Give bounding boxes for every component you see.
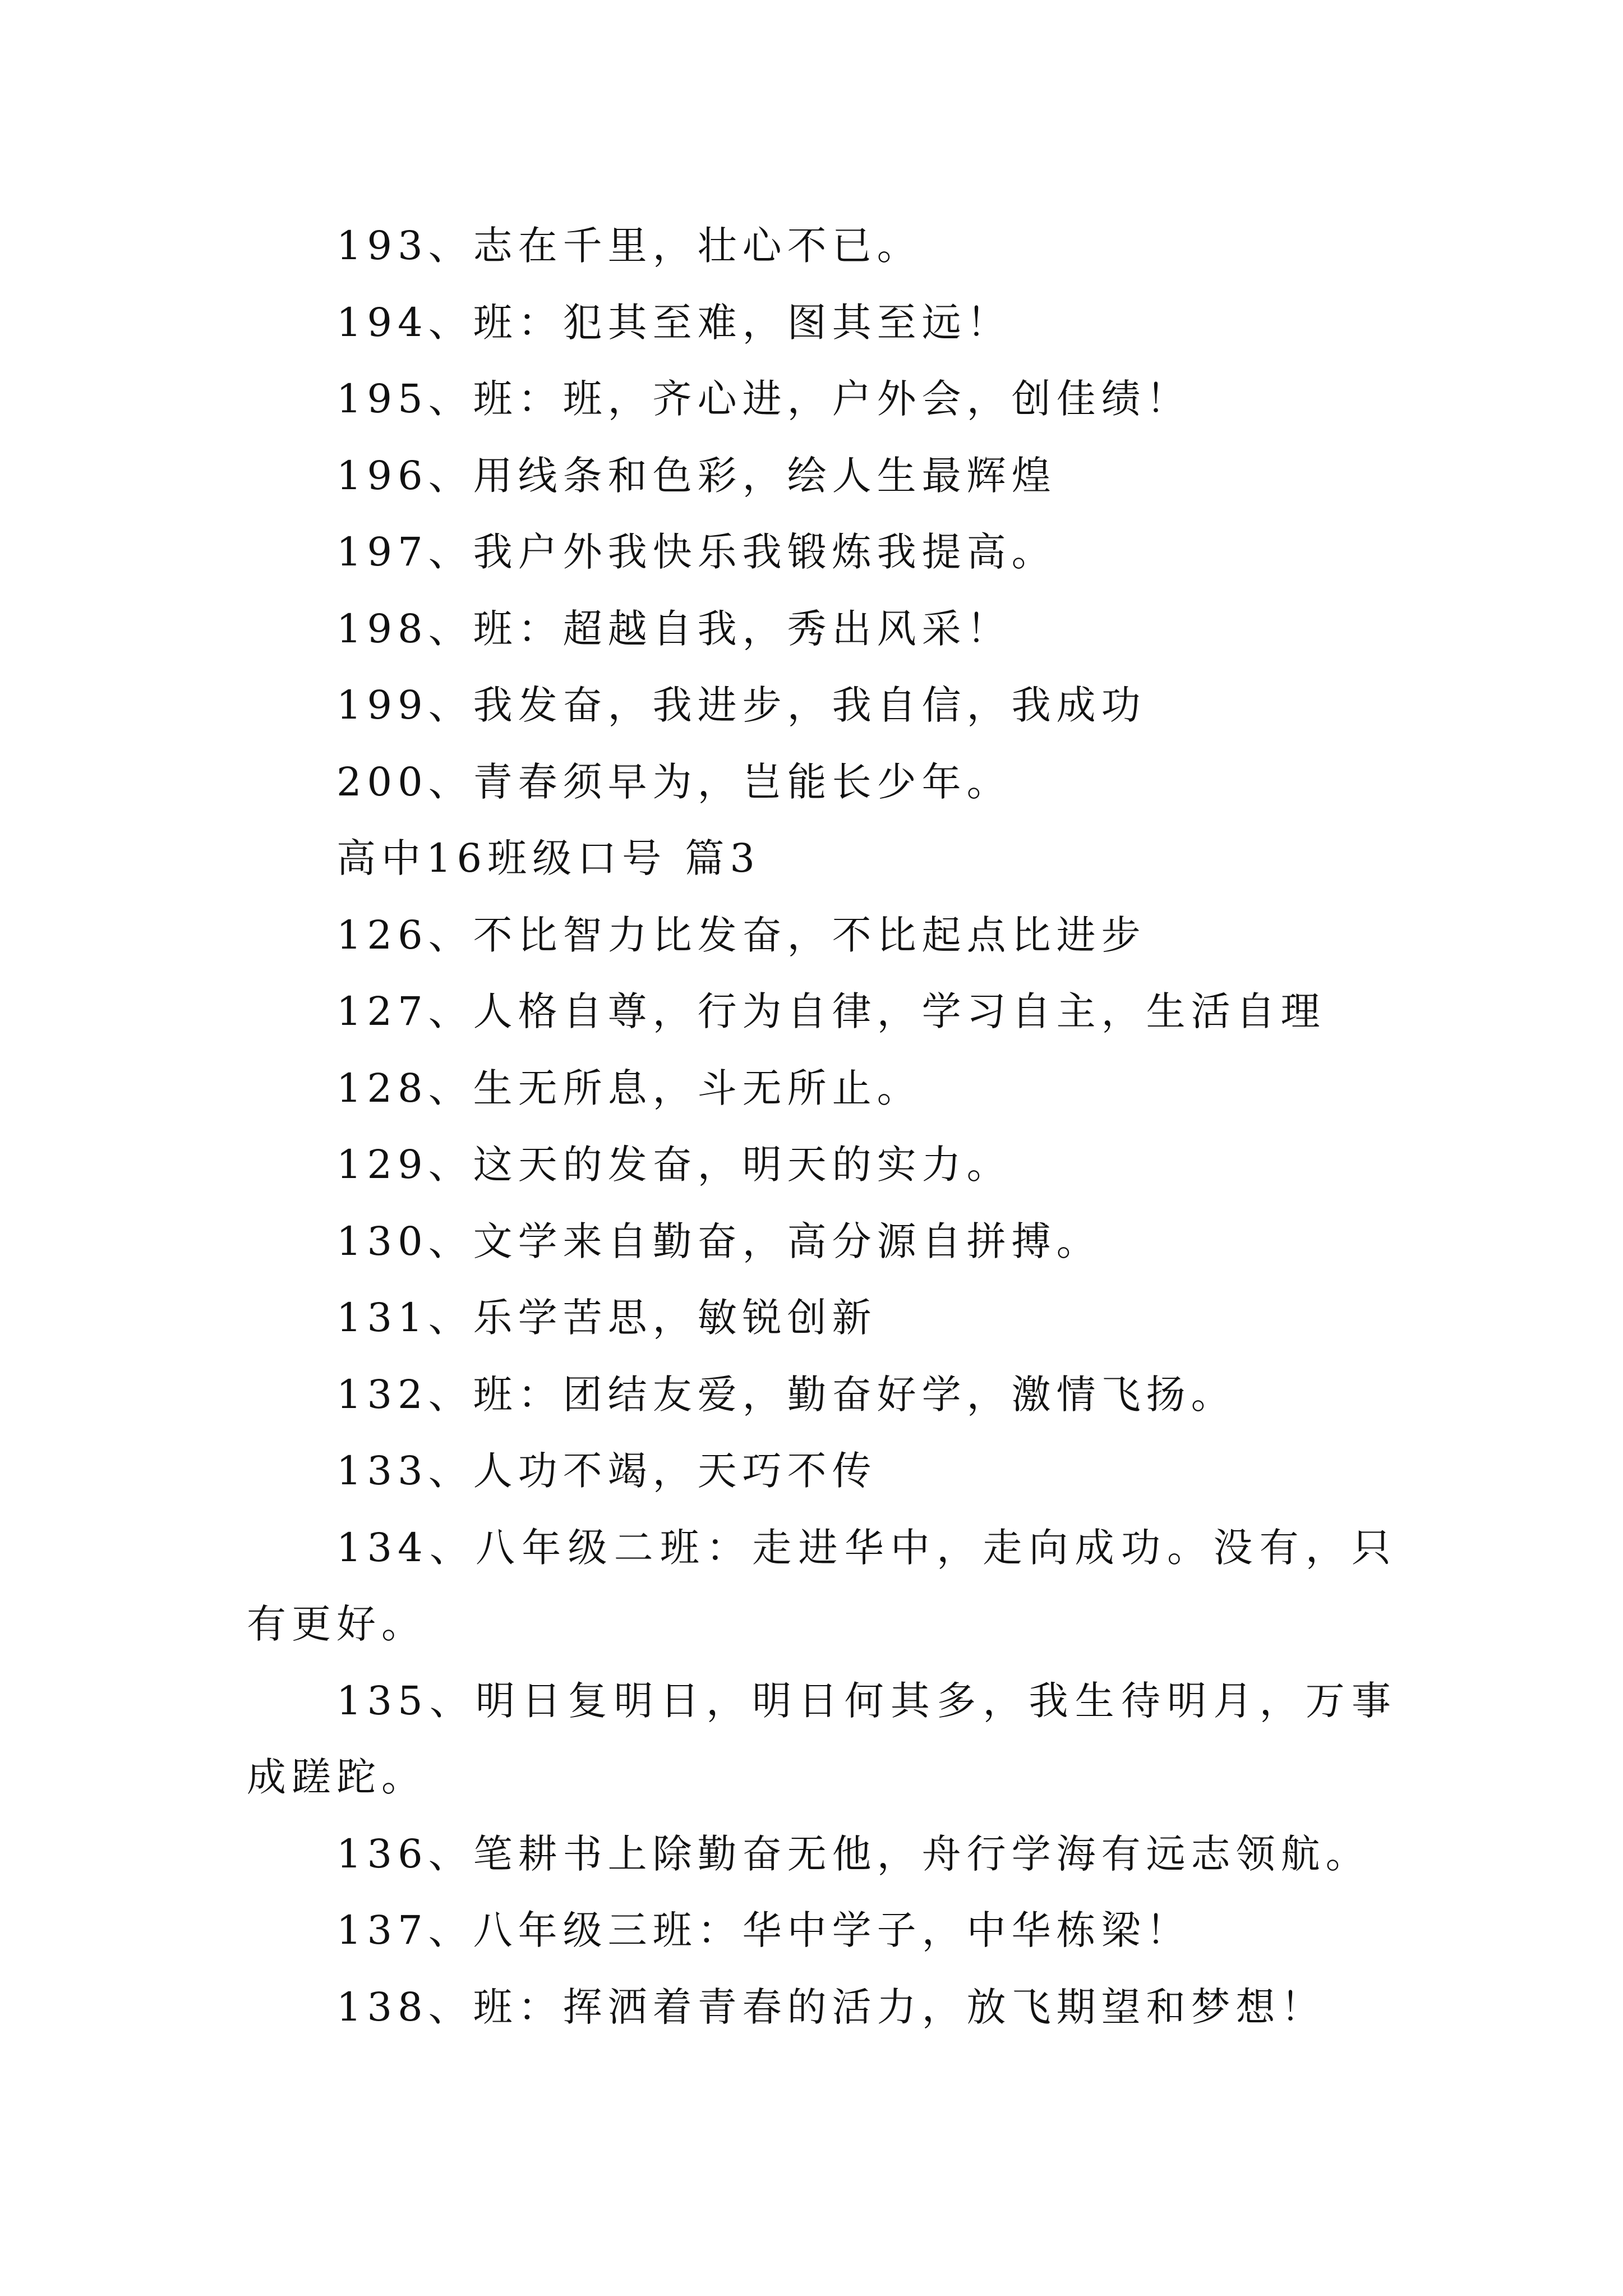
slogan-line-128: 128、生无所息，斗无所止。: [336, 1065, 922, 1111]
section-heading: 高中16班级口号 篇3: [336, 835, 760, 881]
slogan-line-200: 200、青春须早为，岂能长少年。: [336, 758, 1012, 805]
slogan-line-197: 197、我户外我快乐我锻炼我提高。: [336, 529, 1057, 575]
slogan-line-132: 132、班：团结友爱，勤奋好学，激情飞扬。: [336, 1371, 1236, 1418]
slogan-line-133: 133、人功不竭，天巧不传: [336, 1448, 877, 1494]
slogan-line-136: 136、笔耕书上除勤奋无他，舟行学海有远志领航。: [336, 1830, 1371, 1877]
slogan-line-193: 193、志在千里，壮心不已。: [336, 223, 922, 269]
document-body: [247, 208, 1396, 2045]
slogan-line-130: 130、文学来自勤奋，高分源自拼搏。: [336, 1218, 1101, 1264]
slogan-line-127: 127、人格自尊，行为自律，学习自主，生活自理: [336, 988, 1326, 1034]
slogan-line-135: 135、明日复明日，明日何其多，我生待明月，万事成蹉跎。: [247, 1677, 1396, 1800]
slogan-line-134: 134、八年级二班：走进华中，走向成功。没有，只有更好。: [247, 1524, 1396, 1647]
slogan-line-196: 196、用线条和色彩，绘人生最辉煌: [336, 452, 1057, 499]
slogan-line-137: 137、八年级三班：华中学子，中华栋梁！: [336, 1907, 1191, 1953]
slogan-line-138: 138、班：挥洒着青春的活力，放飞期望和梦想！: [336, 1984, 1326, 2030]
slogan-line-131: 131、乐学苦思，敏锐创新: [336, 1295, 877, 1341]
slogan-line-126: 126、不比智力比发奋，不比起点比进步: [336, 912, 1146, 958]
slogan-line-194: 194、班：犯其至难，图其至远！: [336, 299, 1012, 346]
slogan-line-129: 129、这天的发奋，明天的实力。: [336, 1142, 1012, 1188]
slogan-line-198: 198、班：超越自我，秀出风采！: [336, 605, 1012, 652]
slogan-line-195: 195、班：班，齐心进，户外会，创佳绩！: [336, 376, 1191, 422]
slogan-line-199: 199、我发奋，我进步，我自信，我成功: [336, 682, 1146, 728]
